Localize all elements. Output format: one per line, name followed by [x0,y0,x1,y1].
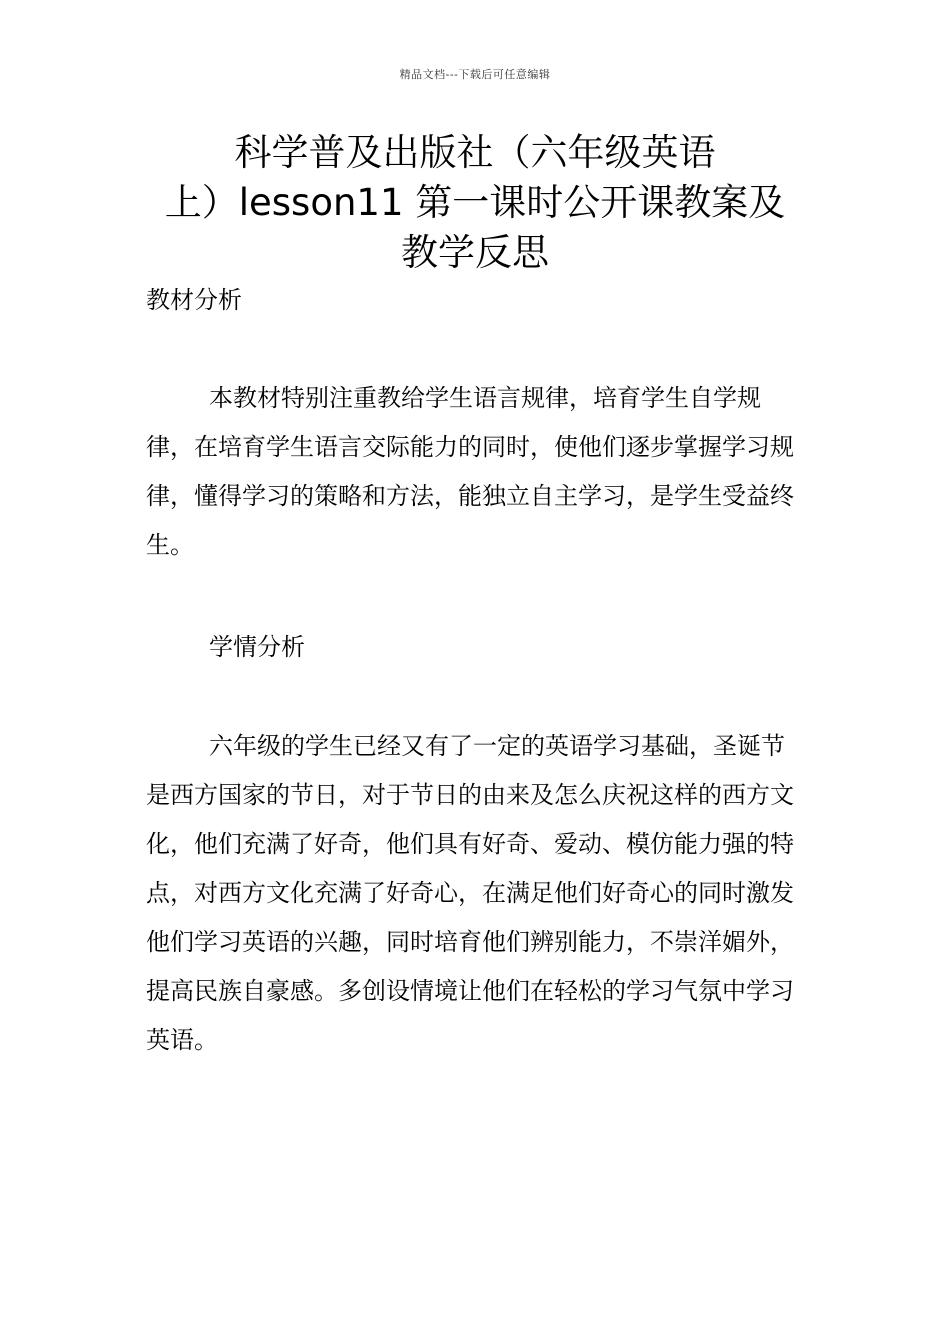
section-paragraph-materials: 本教材特别注重教给学生语言规律，培育学生自学规律，在培育学生语言交际能力的同时，使他们逐步掌握学习规律，懂得学习的策略和方法，能独立自主学习，是学生受益终生。 [146,384,794,559]
document-title [120,128,830,278]
section-paragraph-students: 六年级的学生已经又有了一定的英语学习基础，圣诞节是西方国家的节日，对于节日的由来及怎么庆祝这样的西方文化，他们充满了好奇，他们具有好奇、爱动、模仿能力强的特点，对西方文化充满了好奇心，在满足他们好奇心的同时激发他们学习英语的兴趣，同时培育他们辨别能力，不崇洋媚外，提高民族自豪感。多创设情境让他们在轻松的学习气氛中学习英语。 [146,732,794,1054]
title-line-2: 上）lesson11 第一课时公开课教案及 [164,181,786,224]
header-note: 精品文档---下载后可任意编辑 [399,68,551,81]
section-heading-students: 学情分析 [209,633,305,661]
title-line-3: 教学反思 [401,231,549,274]
section-heading-materials: 教材分析 [146,286,242,314]
title-line-1: 科学普及出版社（六年级英语 [234,131,716,174]
